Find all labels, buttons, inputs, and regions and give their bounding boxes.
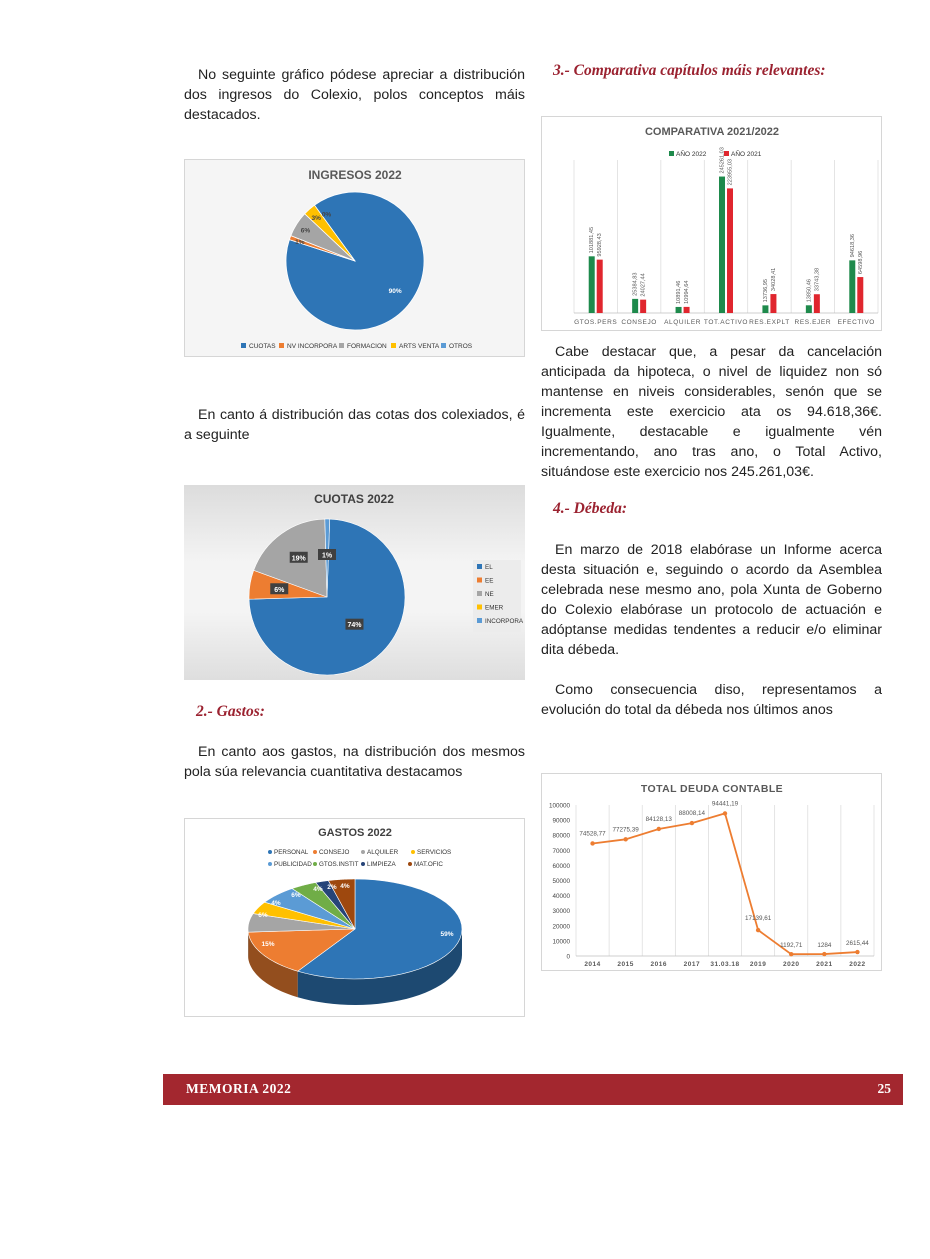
y-tick-label: 30000 xyxy=(552,908,570,916)
data-label: 17139,61 xyxy=(744,915,772,923)
legend-entry: SERVICIOS xyxy=(417,849,452,856)
legend-swatch xyxy=(361,862,365,866)
x-tick-label: GTOS.PERS xyxy=(574,319,618,326)
legend-entry: CONSEJO xyxy=(319,849,350,856)
gastos-intro-text: En canto aos gastos, na distribución dos mesmos pola súa relevancia cuantitativa destacamos xyxy=(184,744,525,780)
data-point xyxy=(623,837,627,841)
bar-2022-efectivo xyxy=(849,260,855,313)
pie-data-label: 1% xyxy=(295,239,305,247)
comparativa-heading: 3.- Comparativa capítulos máis relevantes: xyxy=(553,62,826,79)
bar-2021-consejo xyxy=(640,300,646,313)
bar-data-label: 13850,46 xyxy=(806,278,813,303)
legend-swatch xyxy=(477,564,482,569)
bar-2022-gtos-pers xyxy=(589,256,595,313)
pie-data-label: 3% xyxy=(311,215,321,223)
data-point xyxy=(822,952,826,956)
x-tick-label: 2022 xyxy=(849,961,866,968)
bar-2022-alquiler xyxy=(676,307,682,313)
comparativa-text: Cabe destacar que, a pesar da cancelación anticipada da hipoteca, o nivel de liquidez non só mantense en niveis considerables, senón que se incrementa este exercicio ata os 94.618,36€. Igualmente, destacable e igualmente vén incrementando, ano tras ano, o Total Activo, situándose este exercicio nos 245.261,03€. xyxy=(541,344,882,480)
data-label: 1284 xyxy=(817,942,832,950)
pie-data-label: 19% xyxy=(291,555,306,563)
ingresos-intro-text: No seguinte gráfico pódese apreciar a distribución dos ingresos do Colexio, polos conceptos máis destacados. xyxy=(184,67,525,123)
data-label: 2615,44 xyxy=(846,940,869,948)
pie-data-label-box xyxy=(318,549,336,560)
legend-swatch xyxy=(339,343,344,348)
legend-swatch xyxy=(268,850,272,854)
data-point xyxy=(756,928,760,932)
y-tick-label: 80000 xyxy=(552,832,570,840)
legend-entry: ALQUILER xyxy=(367,849,399,856)
legend-swatch xyxy=(391,343,396,348)
pie-data-label: 6% xyxy=(300,227,311,235)
bar-2022-res-ejer xyxy=(806,305,812,313)
x-tick-label: 2017 xyxy=(683,961,701,968)
legend-swatch xyxy=(241,343,246,348)
legend-swatch xyxy=(361,850,365,854)
x-tick-label: CONSEJO xyxy=(621,319,657,326)
legend-entry: FORMACION xyxy=(347,343,387,350)
bar-data-label: 33743,38 xyxy=(814,267,821,292)
bar-data-label: 223955,03 xyxy=(727,158,734,186)
bar-data-label: 245261,03 xyxy=(719,147,726,174)
y-tick-label: 50000 xyxy=(552,878,570,885)
legend-entry: LIMPIEZA xyxy=(367,861,396,868)
legend-entry: AÑO 2021 xyxy=(731,151,762,158)
debeda-text-2: Como consecuencia diso, representamos a evolución do total da débeda nos últimos anos xyxy=(541,682,882,718)
legend-entry: OTROS xyxy=(449,343,473,350)
x-tick-label: 2014 xyxy=(584,961,601,968)
bar-2021-res-ejer xyxy=(814,294,820,313)
pie-data-label: 2% xyxy=(327,884,337,891)
x-tick-label: EFECTIVO xyxy=(837,319,875,326)
y-tick-label: 90000 xyxy=(552,817,570,825)
legend-entry: PERSONAL xyxy=(274,849,309,856)
legend-swatch xyxy=(268,862,272,866)
y-tick-label: 100000 xyxy=(548,802,570,810)
bar-2021-efectivo xyxy=(857,277,863,313)
debeda-heading: 4.- Débeda: xyxy=(553,500,628,517)
series-line xyxy=(593,813,858,954)
bar-data-label: 10891,46 xyxy=(676,280,683,304)
data-label: 1192,71 xyxy=(780,942,803,950)
bar-data-label: 94618,36 xyxy=(849,234,856,258)
legend-swatch xyxy=(313,850,317,854)
legend-entry: AÑO 2022 xyxy=(676,151,707,158)
pie-data-label: 1% xyxy=(321,552,333,560)
pie-data-label: 6% xyxy=(274,586,285,594)
y-tick-label: 20000 xyxy=(552,923,570,931)
debeda-text-1: En marzo de 2018 elabórase un Informe acerca desta situación e, seguindo o acordo da Asemblea celebrada nese mesmo ano, pola Xunta de Goberno do Colexio elabórase un protocolo de actuación e adóptanse medidas tendentes a reducir e/o eliminar dita débeda. xyxy=(541,542,882,658)
legend-entry: INCORPORA xyxy=(485,618,524,625)
bar-data-label: 10994,64 xyxy=(684,280,691,304)
data-point xyxy=(723,811,727,815)
x-tick-label: 2020 xyxy=(782,961,800,968)
cuotas-chart xyxy=(184,485,525,680)
legend-entry: GTOS.INSTIT xyxy=(319,861,359,868)
pie-data-label: 90% xyxy=(388,288,402,296)
chart-title: TOTAL DEUDA CONTABLE xyxy=(640,783,784,795)
bar-data-label: 25384,83 xyxy=(632,272,639,296)
data-point xyxy=(690,821,694,825)
bar-data-label: 13736,95 xyxy=(762,279,769,303)
page-number: 25 xyxy=(877,1081,891,1096)
legend-entry: MAT.OFIC xyxy=(414,861,443,868)
y-tick-label: 0 xyxy=(566,953,570,961)
bar-2022-consejo xyxy=(632,299,638,313)
pie-data-label: 59% xyxy=(440,931,454,938)
x-tick-label: 2015 xyxy=(617,961,634,968)
legend-swatch xyxy=(477,605,482,610)
pie-data-label-box xyxy=(345,619,363,630)
legend-entry: NE xyxy=(485,591,494,598)
bar-data-label: 101881,45 xyxy=(589,226,596,254)
bar-2022-tot-activo xyxy=(719,177,725,313)
data-label: 88008,14 xyxy=(678,810,706,818)
ingresos-chart xyxy=(184,159,525,357)
bar-2021-gtos-pers xyxy=(597,260,603,313)
data-point xyxy=(590,841,594,845)
cuotas-intro-text: En canto á distribución das cotas dos colexiados, é a seguinte xyxy=(184,407,525,443)
bar-2021-tot-activo xyxy=(727,188,733,313)
comparativa-chart xyxy=(541,116,882,331)
pie-data-label: 4% xyxy=(271,900,281,907)
data-label: 77275,39 xyxy=(612,826,639,834)
pie-data-label: 6% xyxy=(258,912,268,919)
data-label: 94441,19 xyxy=(711,800,739,808)
legend-entry: EE xyxy=(485,577,494,585)
legend-swatch xyxy=(408,862,412,866)
legend-swatch xyxy=(477,578,482,583)
y-tick-label: 60000 xyxy=(552,862,570,870)
pie-data-label: 4% xyxy=(313,886,323,893)
x-tick-label: RES.EJER xyxy=(794,319,832,326)
pie-data-label: 4% xyxy=(340,883,350,890)
data-label: 74528,77 xyxy=(579,830,606,838)
chart-title: GASTOS 2022 xyxy=(318,827,392,839)
pie-data-label: 6% xyxy=(291,892,301,899)
bar-2021-res-explt xyxy=(770,294,776,313)
bar-data-label: 34028,41 xyxy=(770,267,777,292)
y-tick-label: 10000 xyxy=(552,938,570,946)
legend-entry: CUOTAS xyxy=(249,343,276,350)
legend-swatch xyxy=(411,850,415,854)
footer-label: MEMORIA 2022 xyxy=(186,1081,292,1096)
pie-data-label: 15% xyxy=(261,941,275,948)
data-label: 84128,13 xyxy=(645,815,672,823)
y-tick-label: 40000 xyxy=(552,893,570,901)
deuda-chart xyxy=(541,773,882,971)
x-tick-label: RES.EXPLT xyxy=(749,319,790,326)
chart-title: CUOTAS 2022 xyxy=(314,492,394,506)
gastos-chart xyxy=(184,818,525,1017)
pie-data-label-box xyxy=(270,583,288,594)
data-point xyxy=(789,952,793,956)
pie-data-label: 74% xyxy=(347,622,362,630)
legend-entry: EL xyxy=(485,564,493,571)
pie-data-label: 0% xyxy=(321,211,332,219)
legend-entry: PUBLICIDAD xyxy=(274,861,312,868)
legend-swatch xyxy=(669,151,674,156)
footer-bar xyxy=(163,1074,903,1105)
legend-swatch xyxy=(477,591,482,596)
x-tick-label: ALQUILER xyxy=(664,319,702,326)
data-point xyxy=(657,827,661,831)
legend-swatch xyxy=(477,618,482,623)
x-tick-label: 2016 xyxy=(650,961,668,968)
legend-entry: EMER xyxy=(485,604,504,612)
bar-data-label: 24027,44 xyxy=(640,273,647,297)
bar-2021-alquiler xyxy=(684,307,690,313)
chart-title: INGRESOS 2022 xyxy=(308,168,402,182)
pie-data-label-box xyxy=(290,552,308,563)
bar-data-label: 64598,96 xyxy=(857,250,864,275)
gastos-heading: 2.- Gastos: xyxy=(196,703,265,720)
x-tick-label: 2021 xyxy=(816,961,833,968)
legend-swatch xyxy=(279,343,284,348)
legend-entry: ARTS VENTA xyxy=(399,343,440,350)
legend-entry: NV INCORPORA xyxy=(287,343,338,350)
legend-swatch xyxy=(441,343,446,348)
x-tick-label: 31.03.18 xyxy=(710,961,740,968)
bar-2022-res-explt xyxy=(762,305,768,313)
x-tick-label: 2019 xyxy=(749,961,767,968)
data-point xyxy=(855,950,859,954)
chart-title: COMPARATIVA 2021/2022 xyxy=(644,126,780,138)
y-tick-label: 70000 xyxy=(552,847,570,855)
bar-data-label: 95928,43 xyxy=(597,233,604,257)
x-tick-label: TOT.ACTIVO xyxy=(703,319,749,326)
legend-swatch xyxy=(313,862,317,866)
